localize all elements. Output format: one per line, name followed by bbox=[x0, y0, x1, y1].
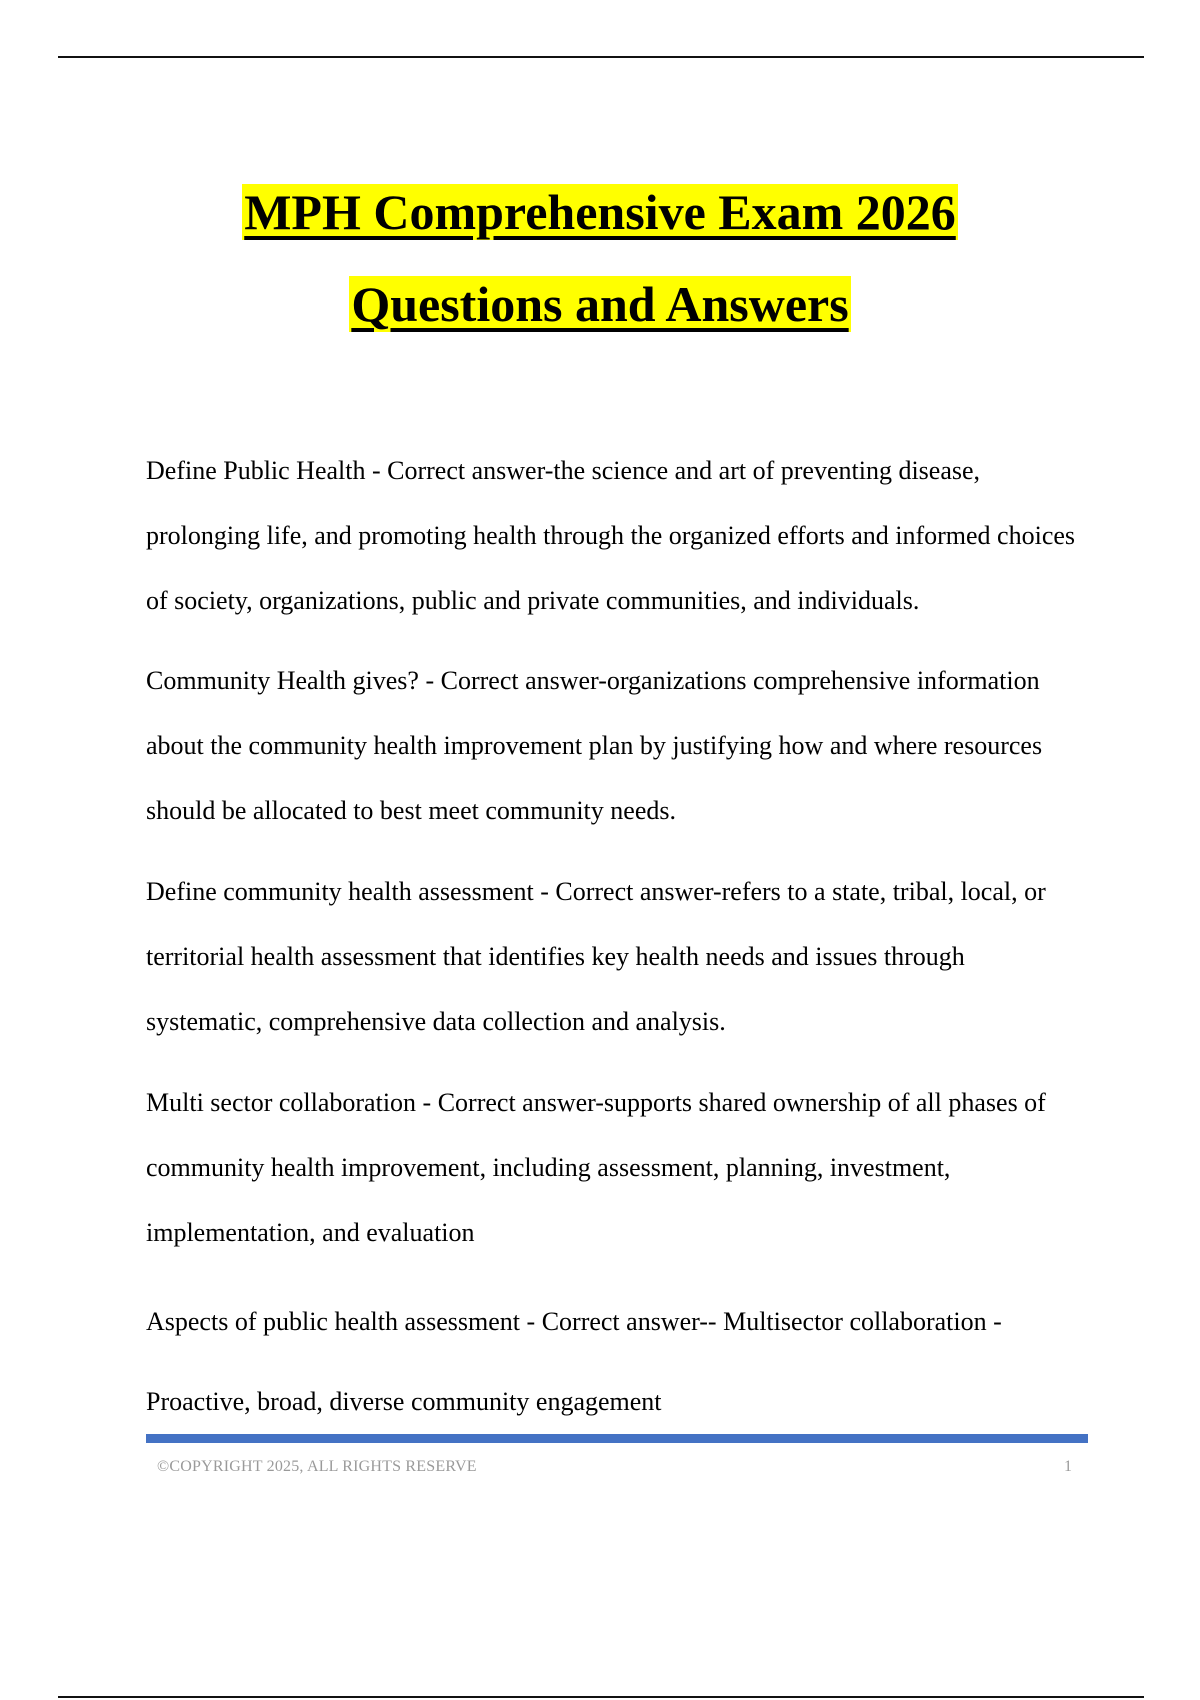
footer-page-number: 1 bbox=[1064, 1458, 1072, 1475]
bottom-page-rule bbox=[58, 1696, 1144, 1698]
qa-entry-define-public-health: Define Public Health - Correct answer-the science and art of preventing disease, prolonging life, and promoting health through the organized efforts and informed choices of society, organizations, public and private communities, and individuals. bbox=[146, 456, 1076, 615]
footer-copyright: ©COPYRIGHT 2025, ALL RIGHTS RESERVE bbox=[157, 1458, 477, 1475]
document-title-line-2 bbox=[0, 274, 1200, 334]
qa-entry-community-health-assessment: Define community health assessment - Correct answer-refers to a state, tribal, local, or territorial health assessment that identifies key health needs and issues through systematic, comprehensive data collection and analysis. bbox=[146, 877, 1046, 1036]
title-line-2-text: Questions and Answers bbox=[351, 276, 849, 332]
footer-divider-bar bbox=[146, 1434, 1088, 1443]
document-title-line-1 bbox=[0, 182, 1200, 242]
top-page-rule bbox=[58, 56, 1144, 58]
qa-entry-aspects-of-assessment: Aspects of public health assessment - Correct answer-- Multisector collaboration - Proactive, broad, diverse community engagement bbox=[146, 1307, 1002, 1416]
qa-entry-multi-sector-collaboration: Multi sector collaboration - Correct answer-supports shared ownership of all phases of community health improvement, including assessment, planning, investment, implementation, and evaluation bbox=[146, 1088, 1046, 1247]
qa-entry-community-health-gives: Community Health gives? - Correct answer-organizations comprehensive information about the community health improvement plan by justifying how and where resources should be allocated to best meet community needs. bbox=[146, 666, 1043, 825]
title-line-1-text: MPH Comprehensive Exam 2026 bbox=[244, 184, 956, 240]
